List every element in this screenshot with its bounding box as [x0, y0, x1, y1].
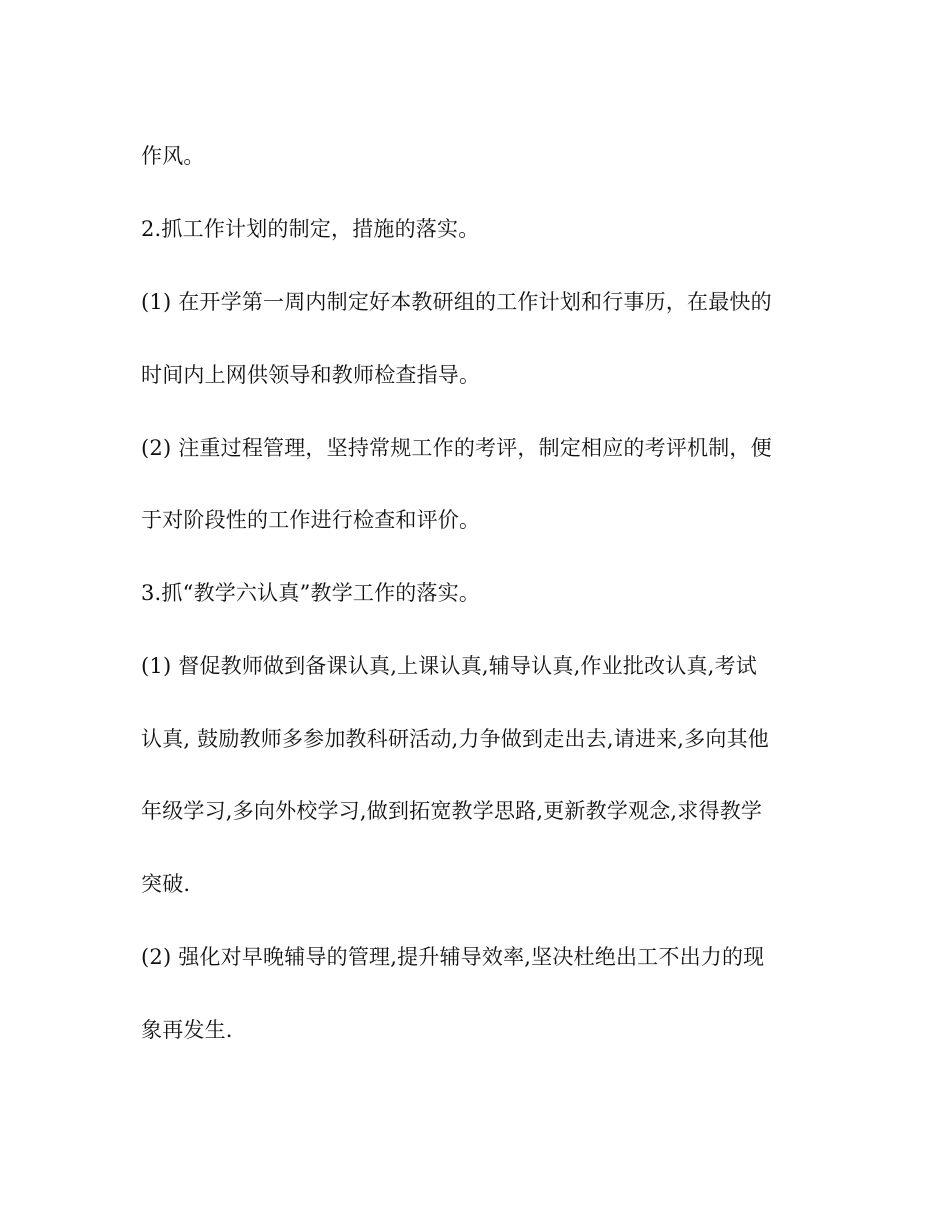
- text-line: 突破.: [141, 872, 191, 896]
- text-line: 作风。: [141, 144, 205, 168]
- text-line: 3.抓“教学六认真”教学工作的落实。: [141, 581, 481, 605]
- text-line: (2) 强化对早晚辅导的管理,提升辅导效率,坚决杜绝出工不出力的现: [141, 945, 765, 969]
- text-line: (1) 督促教师做到备课认真,上课认真,辅导认真,作业批改认真,考试: [141, 654, 757, 678]
- text-line: 于对阶段性的工作进行检查和评价。: [141, 508, 481, 532]
- text-line: 2.抓工作计划的制定，措施的落实。: [141, 217, 480, 241]
- text-line: 认真, 鼓励教师多参加教科研活动,力争做到走出去,请进来,多向其他: [141, 727, 769, 751]
- text-line: (1) 在开学第一周内制定好本教研组的工作计划和行事历，在最快的: [141, 290, 772, 314]
- text-line: (2) 注重过程管理，坚持常规工作的考评，制定相应的考评机制，便: [141, 436, 772, 460]
- text-line: 时间内上网供领导和教师检查指导。: [141, 363, 481, 387]
- text-line: 年级学习,多向外校学习,做到拓宽教学思路,更新教学观念,求得教学: [141, 799, 763, 823]
- text-line: 象再发生.: [141, 1018, 233, 1042]
